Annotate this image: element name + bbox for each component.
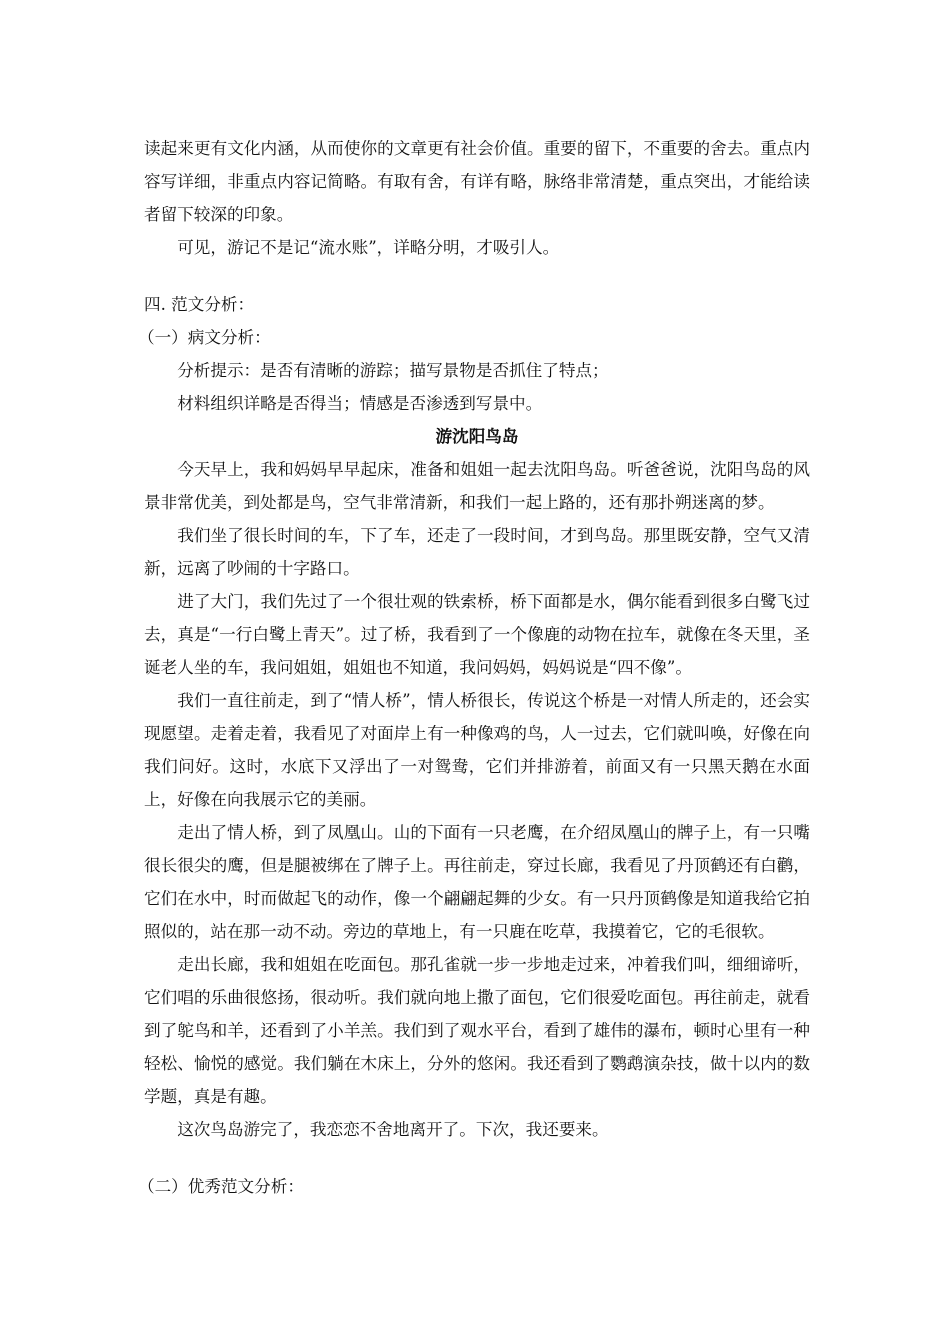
subsection-heading-2: （二）优秀范文分析： (138, 1177, 304, 1196)
essay-paragraph: 进了大门，我们先过了一个很壮观的铁索桥，桥下面都是水，偶尔能看到很多白鹭飞过去，真是“一行白鹭上青天”。过了桥，我看到了一个像鹿的动物在拉车，就像在冬天里，圣诞老人坐的车，我问姐姐，姐姐也不知道，我问妈妈，妈妈说是“四不像”。 (144, 592, 810, 677)
spacer (144, 1146, 810, 1170)
intro-paragraph-1: 读起来更有文化内涵，从而使你的文章更有社会价值。重要的留下，不重要的舍去。重点内容写详细，非重点内容记简略。有取有舍，有详有略，脉络非常清楚，重点突出，才能给读者留下较深的印象。 (144, 139, 810, 224)
document-page (138, 132, 810, 1203)
spacer (144, 264, 810, 288)
intro-paragraph-2: 可见，游记不是记“流水账”，详略分明，才吸引人。 (177, 238, 560, 257)
section-heading-4: 四. 范文分析： (144, 295, 255, 314)
essay-paragraph: 走出了情人桥，到了凤凰山。山的下面有一只老鹰，在介绍凤凰山的牌子上，有一只嘴很长很尖的鹰，但是腿被绑在了牌子上。再往前走，穿过长廊，我看见了丹顶鹤还有白鹳，它们在水中，时而做起飞的动作，像一个翩翩起舞的少女。有一只丹顶鹤像是知道我给它拍照似的，站在那一动不动。旁边的草地上，有一只鹿在吃草，我摸着它，它的毛很软。 (144, 823, 810, 941)
essay-title: 游沈阳鸟岛 (435, 427, 519, 446)
subsection-heading-1: （一）病文分析： (138, 328, 271, 347)
essay-paragraph: 今天早上，我和妈妈早早起床，准备和姐姐一起去沈阳鸟岛。听爸爸说，沈阳鸟岛的风景非常优美，到处都是鸟，空气非常清新，和我们一起上路的，还有那扑朔迷离的梦。 (144, 460, 810, 512)
analysis-hint-1: 分析提示：是否有清晰的游踪；描写景物是否抓住了特点； (177, 361, 609, 380)
essay-paragraph: 我们一直往前走，到了“情人桥”，情人桥很长，传说这个桥是一对情人所走的，还会实现愿望。走着走着，我看见了对面岸上有一种像鸡的鸟，人一过去，它们就叫唤，好像在向我们问好。这时，水底下又浮出了一对鸳鸯，它们并排游着，前面又有一只黑天鹅在水面上，好像在向我展示它的美丽。 (144, 691, 810, 809)
essay-paragraph: 这次鸟岛游完了，我恋恋不舍地离开了。下次，我还要来。 (177, 1120, 609, 1139)
essay-paragraph: 我们坐了很长时间的车，下了车，还走了一段时间，才到鸟岛。那里既安静，空气又清新，远离了吵闹的十字路口。 (144, 526, 810, 578)
essay-paragraph: 走出长廊，我和姐姐在吃面包。那孔雀就一步一步地走过来，冲着我们叫，细细谛听，它们唱的乐曲很悠扬，很动听。我们就向地上撒了面包，它们很爱吃面包。再往前走，就看到了鸵鸟和羊，还看到了小羊羔。我们到了观水平台，看到了雄伟的瀑布，顿时心里有一种轻松、愉悦的感觉。我们躺在木床上，分外的悠闲。我还看到了鹦鹉演杂技，做十以内的数学题，真是有趣。 (144, 955, 810, 1106)
analysis-hint-2: 材料组织详略是否得当；情感是否渗透到写景中。 (177, 394, 543, 413)
